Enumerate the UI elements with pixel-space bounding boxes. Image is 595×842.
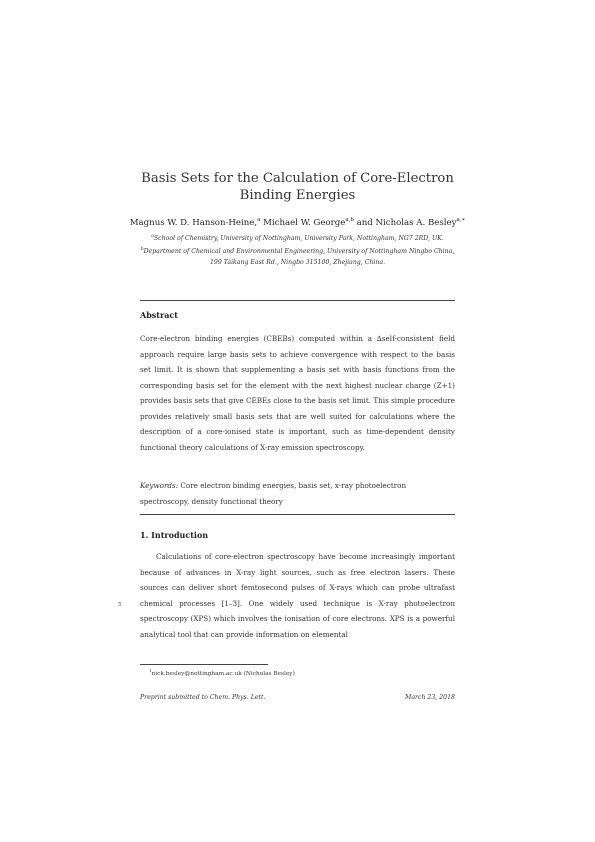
footnote-mark: 1: [149, 668, 152, 673]
introduction-body: Calculations of core-electron spectroscopy have become increasingly important because of advances in X-ray light sources, such as free electron lasers. These sources can deliver short femtosecond pulses of X-rays which can probe ultrafast chemical processes [1–3]. One widely used technique is X-ray photoelectron spectroscopy (XPS) which involves the ionisation of core electrons. XPS is a powerful analytical tool that can provide information on elemental: [140, 552, 455, 639]
author-affiliation-mark: a,b: [345, 217, 354, 223]
author-affiliation-mark: a: [257, 217, 261, 223]
author-affiliation-mark: a,∗: [456, 217, 466, 223]
author-list: [100, 214, 495, 229]
affiliation-mark: b: [140, 246, 144, 252]
footnote-rule: [140, 664, 268, 665]
line-number: 5: [118, 602, 122, 608]
author-name: Michael W. George: [260, 218, 346, 228]
keywords-label: Keywords:: [140, 481, 179, 490]
footnote: [149, 666, 295, 679]
abstract-body: Core-electron binding energies (CBEBs) computed within a ∆self-consistent field approach require large basis sets to achieve convergence with respect to the basis set limit. It is shown that supplementing a basis set with basis functions from the corresponding basis set for the element with the next highest nuclear charge (Z+1) provides basis sets that give CEBEs close to the basis set limit. This simple procedure provides relatively small basis sets that are well suited for calculations where the description of a core-ionised state is important, such as time-dependent density functional theory calculations of X-ray emission spectroscopy.: [140, 334, 455, 452]
keywords: [140, 478, 455, 509]
affiliations: [140, 232, 455, 268]
paper-title: Basis Sets for the Calculation of Core-Electron Binding Energies: [141, 171, 454, 203]
author-name: Magnus W. D. Hanson-Heine,: [129, 218, 258, 228]
abstract-bottom-rule: [140, 514, 455, 515]
keywords-text: Core electron binding energies, basis set, x-ray photoelectron spectroscopy, density functional theory: [140, 481, 407, 506]
preprint-date: March 23, 2018: [405, 694, 455, 701]
preprint-note: Preprint submitted to Chem. Phys. Lett.: [140, 694, 266, 701]
author-name: and Nicholas A. Besley: [353, 218, 457, 228]
affiliation-mark: a: [151, 234, 154, 239]
affiliation-a: School of Chemistry, University of Nottingham, University Park, Nottingham, NG7 2RD, UK.: [153, 235, 444, 242]
affiliation-b: Department of Chemical and Environmental Engineering, University of Nottingham Ningbo China, 199 Taikang East Rd., Ningbo 315100, Zhejiang, China.: [143, 247, 455, 266]
abstract-top-rule: [140, 300, 455, 301]
abstract-heading: Abstract: [140, 310, 178, 320]
footnote-text: nick.besley@nottingham.ac.uk (Nicholas Besley): [151, 671, 295, 677]
section-heading-introduction: 1. Introduction: [140, 530, 209, 540]
